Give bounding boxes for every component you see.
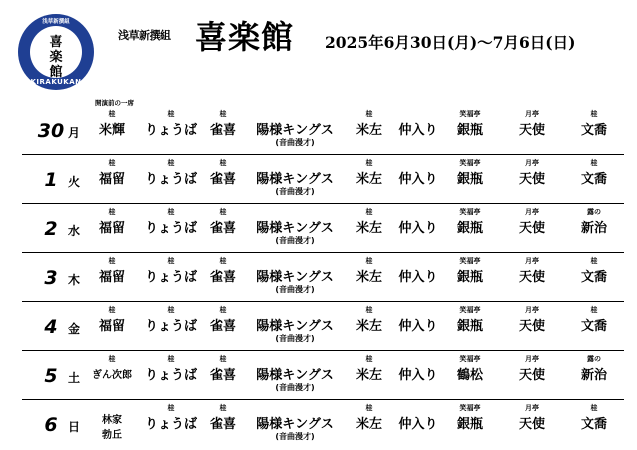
weekday: 木 — [67, 273, 80, 287]
performance-type: (音曲漫才) — [275, 187, 315, 196]
performer-affiliation: 笑福亭 — [459, 306, 481, 314]
performer-slot — [342, 351, 396, 399]
performer-slot — [500, 106, 564, 154]
performer-name: 文喬 — [580, 417, 607, 432]
weekday: 水 — [67, 224, 80, 238]
performer-affiliation: 桂 — [167, 257, 175, 265]
performer-slot — [342, 302, 396, 350]
performance-type: (音曲漫才) — [275, 236, 315, 245]
schedule-row — [22, 302, 624, 351]
performer-name: 陽様キングス — [256, 417, 334, 432]
performer-slot — [248, 400, 342, 448]
performer-slot — [440, 204, 500, 252]
performer-name: 銀瓶 — [456, 270, 483, 285]
performer-name: 文喬 — [580, 270, 607, 285]
performer-slot — [500, 351, 564, 399]
performer-affiliation: 桂 — [167, 110, 175, 118]
header-subtitle: 浅草新撰組 — [118, 29, 171, 42]
performance-type: (音曲漫才) — [275, 334, 315, 343]
performer-affiliation: 月亭 — [525, 208, 539, 216]
schedule-row — [22, 253, 624, 302]
performer-affiliation: 桂 — [365, 404, 373, 412]
performer-slot — [80, 351, 144, 399]
day-number: 6 — [44, 414, 58, 436]
performer-slot — [440, 106, 500, 154]
performer-name: 鶴松 — [456, 368, 483, 383]
performer-slot — [396, 302, 440, 350]
performer-affiliation: 月亭 — [525, 355, 539, 363]
performer-slot — [80, 155, 144, 203]
schedule-row — [22, 155, 624, 204]
performance-type: (音曲漫才) — [275, 383, 315, 392]
day-number: 1 — [44, 169, 58, 191]
performer-name: 陽様キングス — [256, 123, 334, 138]
performer-affiliation: 月亭 — [525, 110, 539, 118]
logo-emblem — [30, 26, 82, 78]
performer-name: 銀瓶 — [456, 221, 483, 236]
performer-affiliation: 桂 — [590, 257, 598, 265]
performer-name: りょうば — [144, 270, 197, 285]
performer-name: 仲入り — [398, 368, 438, 383]
performer-affiliation: 桂 — [108, 306, 116, 314]
performer-name: 新治 — [580, 221, 607, 236]
performer-affiliation: 笑福亭 — [459, 404, 481, 412]
performer-affiliation: 桂 — [167, 159, 175, 167]
performer-affiliation: 桂 — [108, 208, 116, 216]
performer-slot — [342, 204, 396, 252]
performer-name: 福留 — [98, 319, 125, 334]
weekday: 火 — [67, 175, 80, 189]
performer-name: ぎん次郎 — [92, 370, 132, 381]
performer-name: りょうば — [144, 319, 197, 334]
performer-affiliation: 桂 — [219, 404, 227, 412]
performer-name-second-line: 勃丘 — [102, 430, 122, 441]
performer-affiliation: 桂 — [167, 355, 175, 363]
performer-affiliation: 桂 — [590, 159, 598, 167]
venue-logo — [18, 14, 94, 90]
performer-affiliation: 桂 — [590, 306, 598, 314]
performer-affiliation: 桂 — [108, 110, 116, 118]
performer-name: 福留 — [98, 270, 125, 285]
performer-name: 雀喜 — [209, 123, 236, 138]
performer-affiliation: 桂 — [590, 404, 598, 412]
performer-slot — [500, 204, 564, 252]
performer-name: 仲入り — [398, 172, 438, 187]
performer-slot — [248, 106, 342, 154]
performer-slot — [198, 253, 248, 301]
performer-name: 雀喜 — [209, 172, 236, 187]
performer-affiliation: 桂 — [219, 306, 227, 314]
performer-affiliation: 笑福亭 — [459, 110, 481, 118]
day-number: 2 — [44, 218, 58, 240]
day-number: 3 — [44, 267, 58, 289]
performer-name: 仲入り — [398, 221, 438, 236]
performer-name: 文喬 — [580, 172, 607, 187]
performer-affiliation: 笑福亭 — [459, 208, 481, 216]
performer-name: りょうば — [144, 221, 197, 236]
performer-name: 新治 — [580, 368, 607, 383]
performer-affiliation: 桂 — [167, 306, 175, 314]
performance-type: (音曲漫才) — [275, 138, 315, 147]
performer-name: 陽様キングス — [256, 221, 334, 236]
performer-name: りょうば — [144, 368, 197, 383]
performer-slot — [144, 351, 198, 399]
performer-affiliation: 月亭 — [525, 306, 539, 314]
day-number: 5 — [44, 365, 58, 387]
performer-affiliation: 桂 — [167, 208, 175, 216]
performer-affiliation: 桂 — [365, 306, 373, 314]
performer-name: 雀喜 — [209, 368, 236, 383]
performer-name: 文喬 — [580, 123, 607, 138]
performer-affiliation: 桂 — [108, 159, 116, 167]
performer-slot — [144, 253, 198, 301]
performer-slot — [198, 400, 248, 448]
performer-name: 陽様キングス — [256, 319, 334, 334]
performer-name: 米左 — [355, 417, 382, 432]
performer-name: 福留 — [98, 172, 125, 187]
performer-name: 米輝 — [98, 123, 125, 138]
performer-name: 銀瓶 — [456, 319, 483, 334]
day-number: 4 — [44, 316, 58, 338]
performer-slot — [342, 253, 396, 301]
performer-slot — [396, 400, 440, 448]
performer-name: 雀喜 — [209, 417, 236, 432]
performer-name: 銀瓶 — [456, 417, 483, 432]
performer-slot — [342, 106, 396, 154]
performer-name: 仲入り — [398, 319, 438, 334]
day-number: 30 — [37, 120, 65, 142]
performer-slot — [564, 400, 624, 448]
performer-name: 米左 — [355, 368, 382, 383]
performer-slot — [564, 204, 624, 252]
performer-affiliation: 露の — [587, 355, 601, 363]
performer-affiliation: 桂 — [219, 208, 227, 216]
logo-bottom-text: KIRAKUKAN — [30, 78, 82, 86]
performer-affiliation: 笑福亭 — [459, 355, 481, 363]
performance-type: (音曲漫才) — [275, 432, 315, 441]
performer-affiliation: 桂 — [365, 208, 373, 216]
performer-slot — [396, 351, 440, 399]
performer-affiliation: 桂 — [590, 110, 598, 118]
performer-name: りょうば — [144, 417, 197, 432]
performer-slot — [144, 302, 198, 350]
schedule-row — [22, 351, 624, 400]
schedule-row — [22, 204, 624, 253]
performer-slot — [500, 155, 564, 203]
performer-affiliation: 桂 — [365, 355, 373, 363]
performer-slot — [248, 204, 342, 252]
performer-slot — [198, 106, 248, 154]
performer-affiliation: 月亭 — [525, 257, 539, 265]
performer-name: 天使 — [518, 172, 545, 187]
performer-name: 林家 — [102, 415, 122, 426]
performer-affiliation: 笑福亭 — [459, 159, 481, 167]
performer-name: 仲入り — [398, 417, 438, 432]
performer-name: りょうば — [144, 123, 197, 138]
performer-name: 天使 — [518, 417, 545, 432]
performer-name: 米左 — [355, 123, 382, 138]
performer-slot — [80, 400, 144, 448]
performance-type: (音曲漫才) — [275, 285, 315, 294]
performer-slot — [564, 351, 624, 399]
logo-mark-text: 喜 楽 館 — [49, 35, 63, 80]
performer-slot — [198, 351, 248, 399]
performer-name: 陽様キングス — [256, 172, 334, 187]
performer-name: 銀瓶 — [456, 172, 483, 187]
performer-slot — [564, 302, 624, 350]
performer-affiliation: 桂 — [365, 257, 373, 265]
performer-affiliation: 桂 — [219, 355, 227, 363]
performer-name: 雀喜 — [209, 319, 236, 334]
performer-name: 陽様キングス — [256, 270, 334, 285]
performer-name: 雀喜 — [209, 221, 236, 236]
schedule-period: 2025年6月30日(月)〜7月6日(日) — [325, 33, 576, 52]
performer-name: 米左 — [355, 172, 382, 187]
performer-slot — [564, 253, 624, 301]
performer-affiliation: 月亭 — [525, 159, 539, 167]
performer-slot — [248, 253, 342, 301]
performer-name: 陽様キングス — [256, 368, 334, 383]
performer-slot — [440, 400, 500, 448]
performer-name: 天使 — [518, 270, 545, 285]
performer-slot — [396, 204, 440, 252]
performer-affiliation: 桂 — [167, 404, 175, 412]
performer-affiliation: 露の — [587, 208, 601, 216]
performer-name: 天使 — [518, 123, 545, 138]
performer-slot — [500, 253, 564, 301]
performer-name: 米左 — [355, 221, 382, 236]
performer-slot — [440, 351, 500, 399]
performer-name: 文喬 — [580, 319, 607, 334]
performer-slot — [342, 155, 396, 203]
performer-name: 米左 — [355, 270, 382, 285]
performer-slot — [500, 302, 564, 350]
opening-act-note: 開演前の一席 — [95, 99, 134, 107]
weekday: 金 — [67, 322, 80, 336]
weekday: 土 — [67, 371, 80, 385]
performer-slot — [342, 400, 396, 448]
performer-affiliation: 桂 — [108, 257, 116, 265]
venue-title: 喜楽館 — [195, 18, 295, 56]
performer-name: 天使 — [518, 368, 545, 383]
performer-slot — [248, 302, 342, 350]
performer-slot — [248, 351, 342, 399]
performer-slot — [80, 302, 144, 350]
performer-slot — [144, 155, 198, 203]
weekday: 日 — [67, 420, 80, 434]
performer-affiliation: 桂 — [365, 110, 373, 118]
performer-slot — [396, 155, 440, 203]
performer-name: りょうば — [144, 172, 197, 187]
performer-name: 雀喜 — [209, 270, 236, 285]
performer-slot — [440, 302, 500, 350]
performer-name: 仲入り — [398, 270, 438, 285]
performer-name: 銀瓶 — [456, 123, 483, 138]
logo-top-text: 浅草新撰組 — [42, 19, 70, 25]
performer-slot — [198, 302, 248, 350]
performer-name: 米左 — [355, 319, 382, 334]
performer-name: 天使 — [518, 319, 545, 334]
performer-name: 天使 — [518, 221, 545, 236]
performer-affiliation: 桂 — [219, 257, 227, 265]
performer-affiliation: 桂 — [219, 159, 227, 167]
performer-affiliation: 桂 — [365, 159, 373, 167]
performer-slot — [198, 155, 248, 203]
performer-slot — [80, 204, 144, 252]
performer-name: 福留 — [98, 221, 125, 236]
weekday: 月 — [67, 126, 80, 140]
performer-slot — [500, 400, 564, 448]
performer-affiliation: 桂 — [219, 110, 227, 118]
performer-slot — [144, 400, 198, 448]
performer-affiliation: 笑福亭 — [459, 257, 481, 265]
performer-slot — [144, 106, 198, 154]
performer-slot — [564, 106, 624, 154]
performer-slot — [80, 106, 144, 154]
performer-slot — [396, 106, 440, 154]
performer-name: 仲入り — [398, 123, 438, 138]
performer-slot — [564, 155, 624, 203]
performer-slot — [396, 253, 440, 301]
performer-affiliation: 桂 — [108, 355, 116, 363]
performer-affiliation: 月亭 — [525, 404, 539, 412]
schedule-row — [22, 400, 624, 448]
performer-slot — [440, 155, 500, 203]
performer-slot — [144, 204, 198, 252]
schedule-row — [22, 106, 624, 155]
performer-slot — [440, 253, 500, 301]
performer-slot — [248, 155, 342, 203]
performer-slot — [80, 253, 144, 301]
performer-slot — [198, 204, 248, 252]
